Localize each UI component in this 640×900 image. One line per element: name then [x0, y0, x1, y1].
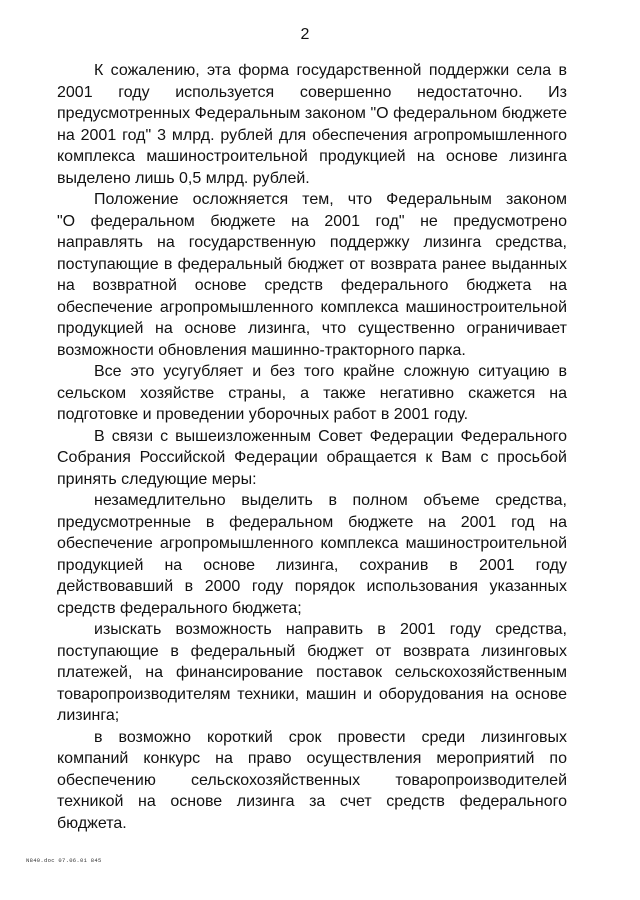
- text-line: В связи с вышеизложенным Совет Федерации Федерального: [94, 427, 567, 445]
- text-line: "О федеральном бюджете на 2001 год" не предусмотрено: [57, 212, 567, 230]
- text-line: в возможно короткий срок провести среди лизинговых: [94, 728, 567, 746]
- text-line: выделено лишь 0,5 млрд. рублей.: [57, 169, 310, 187]
- text-line: Положение осложняется тем, что Федеральным законом: [94, 191, 567, 208]
- text-line: обеспечение агропромышленного комплекса машиностроительной: [57, 298, 567, 316]
- text-line: К сожалению, эта форма государственной поддержки села в: [94, 62, 567, 79]
- text-line: 2001 году используется совершенно недостаточно. Из: [57, 83, 567, 101]
- text-line: возможности обновления машинно-тракторного парка.: [57, 341, 466, 359]
- text-line: незамедлительно выделить в полном объеме средства,: [94, 492, 567, 509]
- text-line: подготовке и проведении уборочных работ в 2001 году.: [57, 406, 469, 423]
- text-line: предусмотренные в федеральном бюджете на 2001 год на: [57, 513, 567, 531]
- text-line: бюджета.: [57, 814, 127, 832]
- text-line: Все это усугубляет и без того крайне сложную ситуацию в: [94, 363, 567, 380]
- paragraph: [57, 189, 567, 361]
- text-line: обеспечение агропромышленного комплекса машиностроительной: [57, 535, 567, 552]
- text-line: продукцией на основе лизинга, что существенно ограничивает: [57, 320, 567, 337]
- text-line: продукцией на основе лизинга, сохранив в 2001 году: [57, 556, 567, 574]
- paragraph: [57, 727, 567, 835]
- paragraph: [57, 490, 567, 619]
- page-number: 2: [300, 26, 310, 43]
- text-line: поступающие в федеральный бюджет от возврата лизинговых: [57, 642, 567, 660]
- text-line: техникой на основе лизинга за счет средств федерального: [57, 793, 567, 810]
- letter-body: [57, 60, 567, 834]
- text-line: на возвратной основе средств федерального бюджета на: [57, 277, 567, 294]
- text-line: принять следующие меры:: [57, 470, 257, 488]
- text-line: Собрания Российской Федерации обращается к Вам с просьбой: [57, 449, 567, 466]
- text-line: обеспечению сельскохозяйственных товаропроизводителей: [57, 771, 567, 789]
- text-line: комплекса машиностроительной продукцией на основе лизинга: [57, 148, 567, 165]
- text-line: предусмотренных Федеральным законом "О федеральном бюджете: [57, 105, 567, 122]
- text-line: на 2001 год" 3 млрд. рублей для обеспечения агропромышленного: [57, 126, 567, 144]
- text-line: поступающие в федеральный бюджет от возврата ранее выданных: [57, 255, 567, 273]
- footer-file-stamp: N840.doc 07.06.01 845: [26, 857, 102, 864]
- text-line: средств федерального бюджета;: [57, 599, 302, 617]
- text-line: изыскать возможность направить в 2001 году средства,: [94, 621, 567, 638]
- paragraph: [57, 361, 567, 426]
- text-line: направлять на государственную поддержку лизинга средства,: [57, 234, 567, 251]
- text-line: платежей, на финансирование поставок сельскохозяйственным: [57, 664, 567, 681]
- text-line: лизинга;: [57, 707, 120, 724]
- paragraph: [57, 60, 567, 189]
- paragraph: [57, 426, 567, 491]
- text-line: компаний конкурс на право осуществления мероприятий по: [57, 750, 567, 767]
- text-line: действовавший в 2000 году порядок использования указанных: [57, 578, 567, 595]
- text-line: сельском хозяйстве страны, а также негативно скажется на: [57, 384, 567, 402]
- paragraph: [57, 619, 567, 727]
- text-line: товаропроизводителям техники, машин и оборудования на основе: [57, 685, 567, 703]
